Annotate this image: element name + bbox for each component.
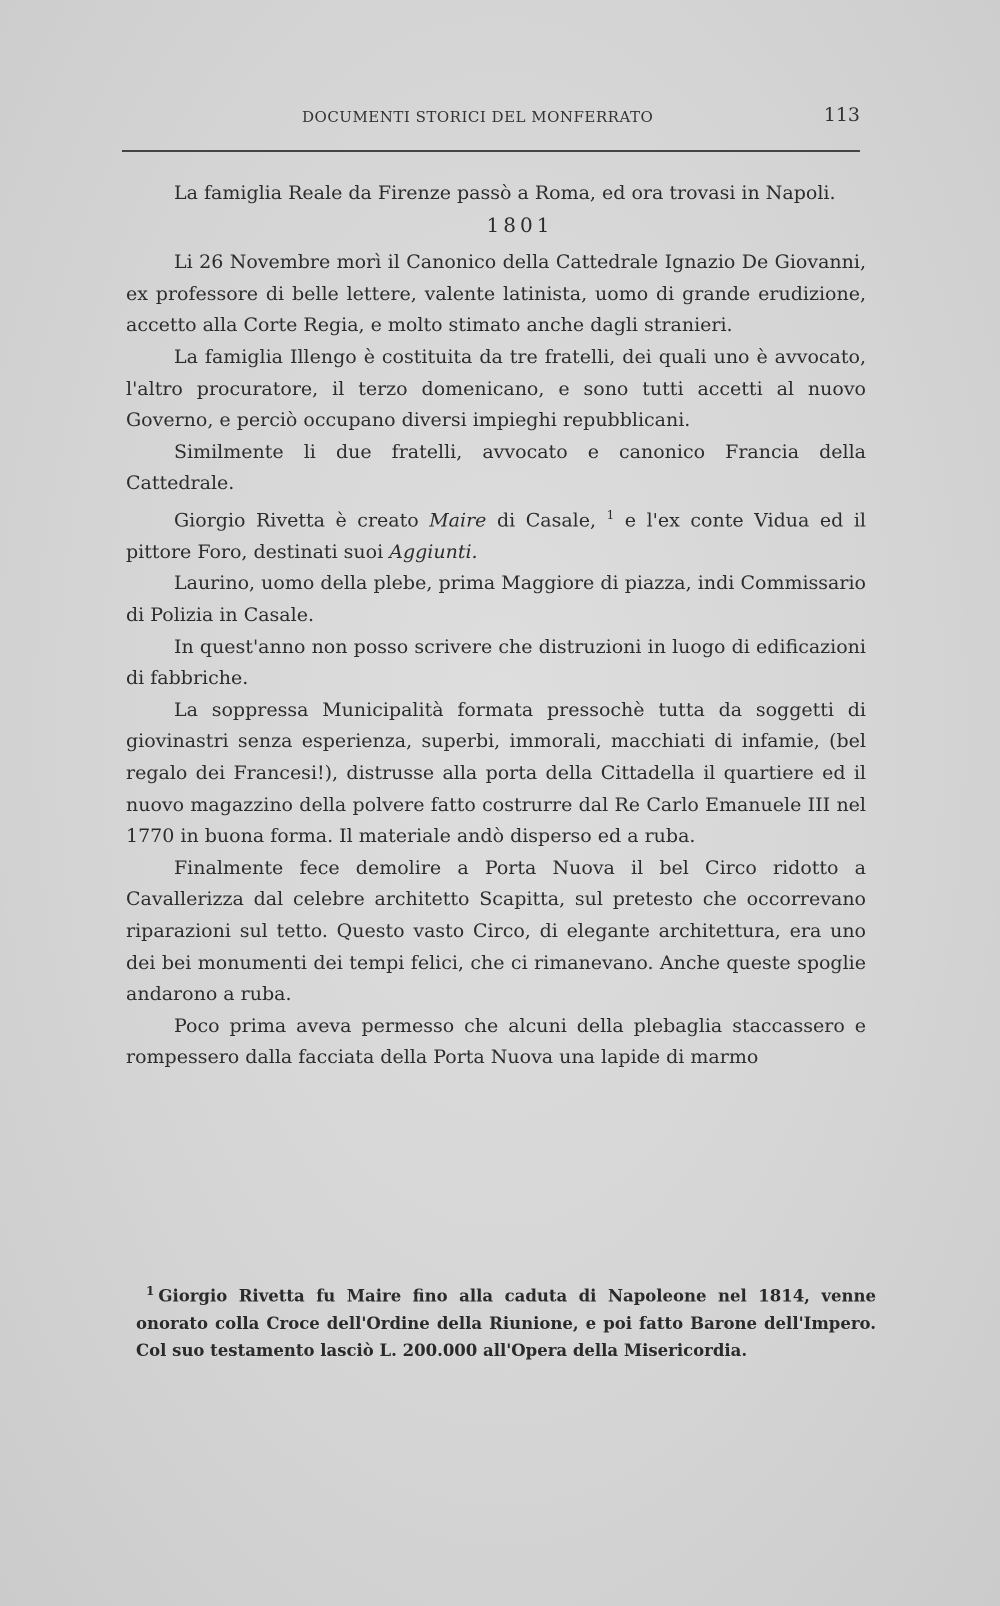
main-text <box>126 178 866 1074</box>
paragraph <box>126 500 866 569</box>
paragraph: Li 26 Novembre morì il Canonico della Cattedrale Ignazio De Giovanni, ex professore di belle lettere, valente latinista, uomo di grande erudizione, accetto alla Corte Regia, e molto stimato anche dagli stranieri. <box>126 251 866 337</box>
text-span: di Casale, <box>486 509 607 532</box>
footnote-text: Giorgio Rivetta fu Maire fino alla caduta di Napoleone nel 1814, venne onorato colla Croce dell'Ordine della Riunione, e poi fatto Barone dell'Impero. Col suo testamento lasciò L. 200.000 all'Opera della Misericordia. <box>136 1286 876 1360</box>
italic-term: Aggiunti. <box>389 540 478 563</box>
footnote-mark: 1 <box>146 1284 155 1298</box>
italic-term: Maire <box>429 509 487 532</box>
footnote-reference: 1 <box>606 507 615 522</box>
paragraph: Similmente li due fratelli, avvocato e canonico Francia della Cattedrale. <box>126 440 866 495</box>
paragraph: Finalmente fece demolire a Porta Nuova il bel Circo ridotto a Cavallerizza dal celebre architetto Scapitta, sul pretesto che occorrevano riparazioni sul tetto. Questo vasto Circo, di elegante architettura, era uno dei bei monumenti dei tempi felici, che ci rimanevano. Anche queste spoglie andarono a ruba. <box>126 856 866 1006</box>
running-head <box>122 106 860 136</box>
running-title: DOCUMENTI STORICI DEL MONFERRATO <box>302 108 654 126</box>
page-number: 113 <box>823 104 860 126</box>
paragraph: In quest'anno non posso scrivere che distruzioni in luogo di edificazioni di fabbriche. <box>126 635 866 690</box>
paragraph: La famiglia Reale da Firenze passò a Roma, ed ora trovasi in Napoli. <box>174 182 836 204</box>
paragraph: Poco prima aveva permesso che alcuni della plebaglia staccassero e rompessero dalla facciata della Porta Nuova una lapide di marmo <box>126 1014 866 1069</box>
footnote <box>136 1278 876 1364</box>
paragraph: La famiglia Illengo è costituita da tre fratelli, dei quali uno è avvocato, l'altro procuratore, il terzo domenicano, e sono tutti accetti al nuovo Governo, e perciò occupano diversi impieghi repubblicani. <box>126 345 866 432</box>
paragraph: La soppressa Municipalità formata pressochè tutta da soggetti di giovinastri senza esperienza, superbi, immorali, macchiati di infamie, (bel regalo dei Francesi!), distrusse alla porta della Cittadella il quartiere ed il nuovo magazzino della polvere fatto costrurre dal Re Carlo Emanuele III nel 1770 in buona forma. Il materiale andò disperso ed a ruba. <box>126 698 866 848</box>
text-span: Giorgio Rivetta è creato <box>174 509 430 532</box>
paragraph: Laurino, uomo della plebe, prima Maggiore di piazza, indi Commissario di Polizia in Casale. <box>126 572 866 627</box>
footnotes <box>136 1278 876 1364</box>
text-span: e l'ex conte Vidua ed il pittore Foro, destinati suoi <box>126 509 866 563</box>
year-heading: 1801 <box>486 212 554 237</box>
header-rule <box>122 150 860 152</box>
